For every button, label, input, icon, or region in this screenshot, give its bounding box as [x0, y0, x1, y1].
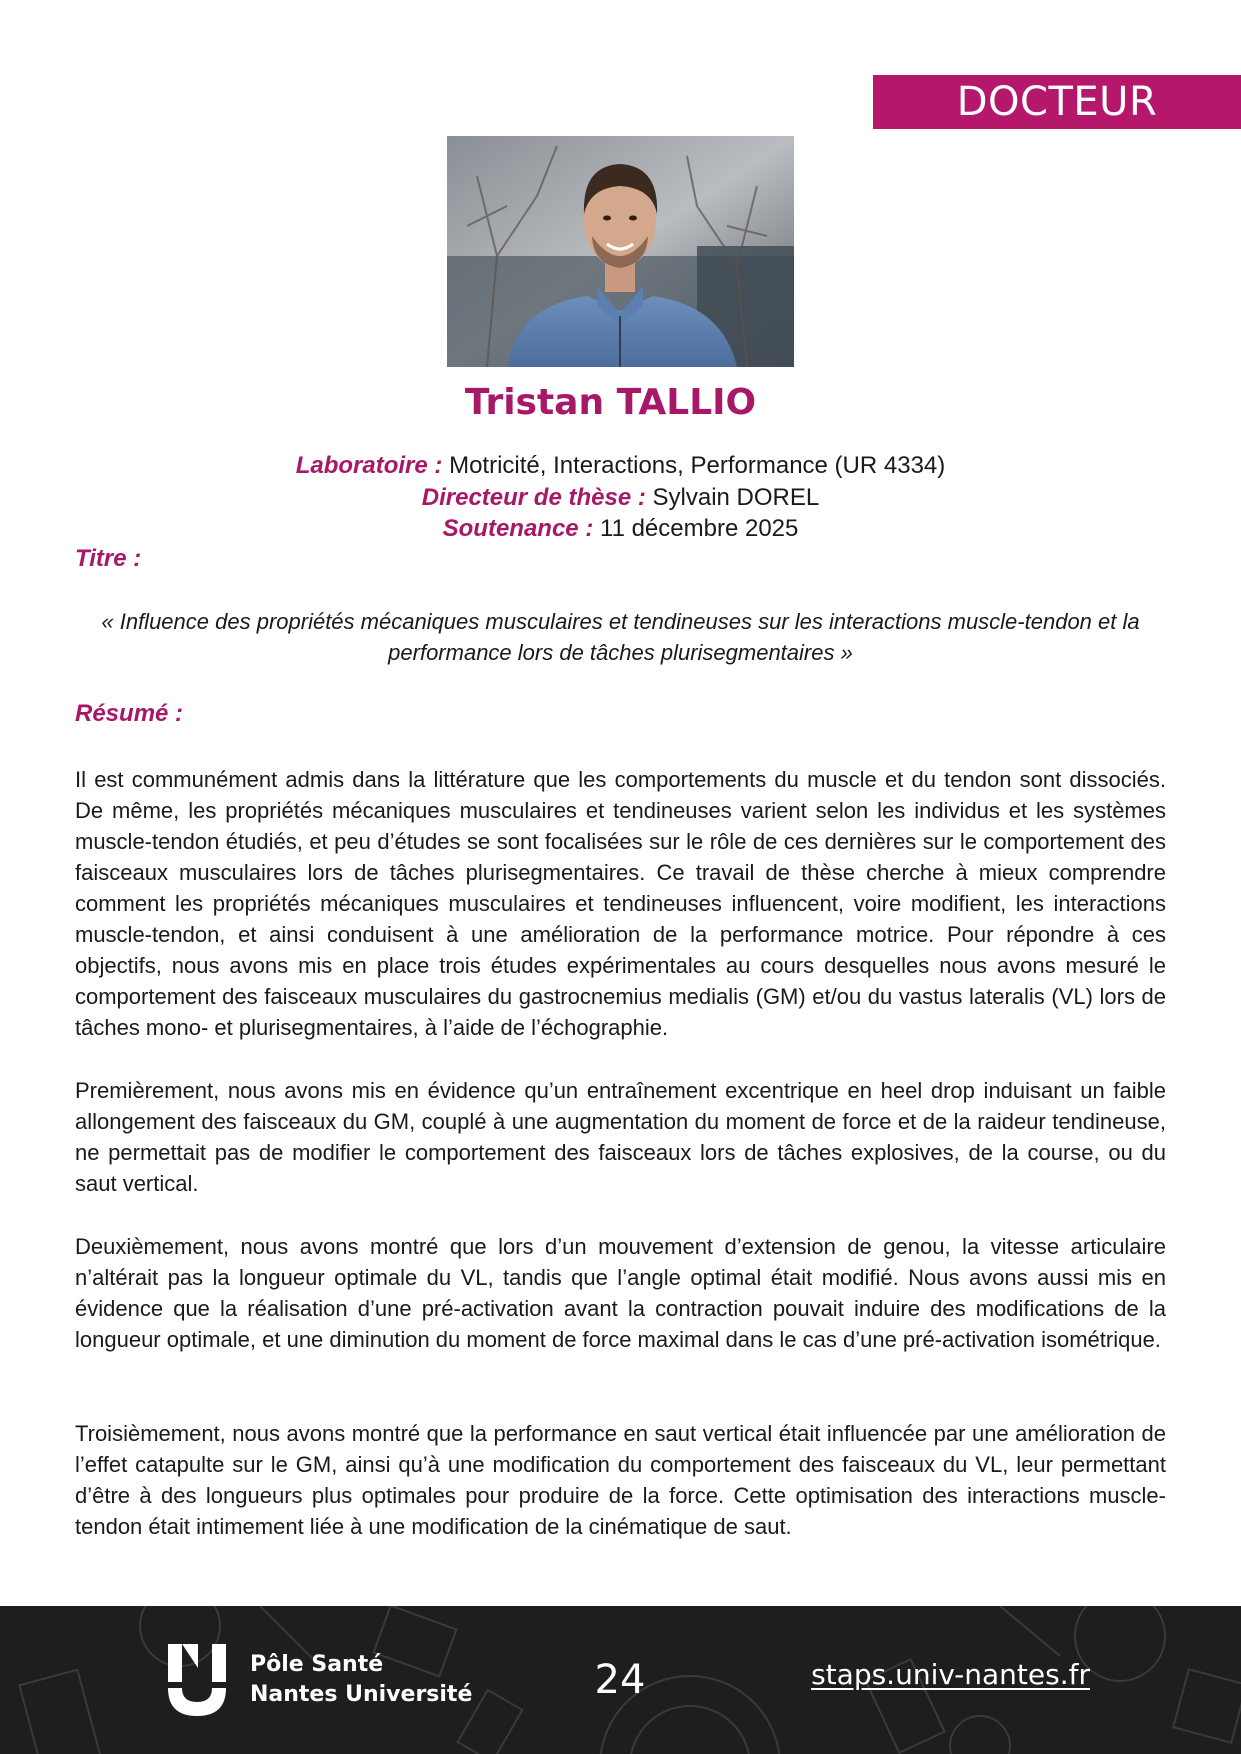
page-footer [0, 1606, 1241, 1754]
summary-paragraph: Il est communément admis dans la littérature que les comportements du muscle et du tendon sont dissociés. De même, les propriétés mécaniques musculaires et tendineuses varient selon les individus et les systèmes muscle-tendon étudiés, et peu d’études se sont focalisées sur le rôle de ces dernières sur le comportement des faisceaux musculaires lors de tâches plurisegmentaires. Ce travail de thèse cherche à mieux comprendre comment les propriétés mécaniques musculaires et tendineuses influencent, voire modifient, les interactions muscle-tendon, et ainsi conduisent à une amélioration de la performance motrice. Pour répondre à ces objectifs, nous avons mis en place trois études expérimentales au cours desquelles nous avons mesuré le comportement des faisceaux musculaires du gastrocnemius medialis (GM) et/ou du vastus lateralis (VL) lors de tâches mono- et plurisegmentaires, à l’aide de l’échographie. [75, 767, 1166, 1040]
laboratory-value: Motricité, Interactions, Performance (UR 4334) [442, 452, 946, 479]
person-name: Tristan TALLIO [464, 382, 757, 423]
director-label: Directeur de thèse : [421, 484, 646, 511]
director-line [0, 482, 1241, 513]
laboratory-label: Laboratoire : [295, 452, 443, 479]
title-label: Titre : [75, 545, 142, 572]
nantes-universite-logo-icon [168, 1644, 228, 1716]
summary-label: Résumé : [75, 700, 184, 727]
laboratory-line [0, 450, 1241, 481]
org-line-2: Nantes Université [250, 1682, 473, 1707]
director-value: Sylvain DOREL [645, 484, 820, 511]
defense-label: Soutenance : [442, 515, 594, 542]
defense-value: 11 décembre 2025 [593, 515, 799, 542]
thesis-title: « Influence des propriétés mécaniques musculaires et tendineuses sur les interactions muscle-tendon et la performance lors de tâches plurisegmentaires » [101, 609, 1140, 665]
website-link[interactable]: staps.univ-nantes.fr [811, 1658, 1090, 1691]
summary-paragraph: Deuxièmement, nous avons montré que lors d’un mouvement d’extension de genou, la vitesse articulaire n’altérait pas la longueur optimale du VL, tandis que l’angle optimal était modifié. Nous avons aussi mis en évidence que la réalisation d’une pré-activation avant la contraction pouvait induire des modifications de la longueur optimale, et une diminution du moment de force maximal dans le cas d’une pré-activation isométrique. [75, 1234, 1166, 1352]
summary-paragraph: Premièrement, nous avons mis en évidence qu’un entraînement excentrique en heel drop induisant un faible allongement des faisceaux du GM, couplé à une augmentation du moment de force et de la raideur tendineuse, ne permettait pas de modifier le comportement des faisceaux lors de tâches explosives, de la course, ou du saut vertical. [75, 1078, 1166, 1196]
portrait-photo [447, 136, 794, 367]
page-number: 24 [594, 1657, 646, 1703]
doctor-badge: DOCTEUR [873, 75, 1241, 129]
org-line-1: Pôle Santé [250, 1652, 384, 1677]
organization-name [250, 1650, 472, 1710]
summary-paragraph: Troisièmement, nous avons montré que la performance en saut vertical était influencée par une amélioration de l’effet catapulte sur le GM, ainsi qu’à une modification du comportement des faisceaux du VL, leur permettant d’être à des longueurs plus optimales pour produire de la force. Cette optimisation des interactions muscle- tendon était intimement liée à une modification de la cinématique de saut. [75, 1421, 1166, 1539]
defense-line [0, 513, 1241, 544]
